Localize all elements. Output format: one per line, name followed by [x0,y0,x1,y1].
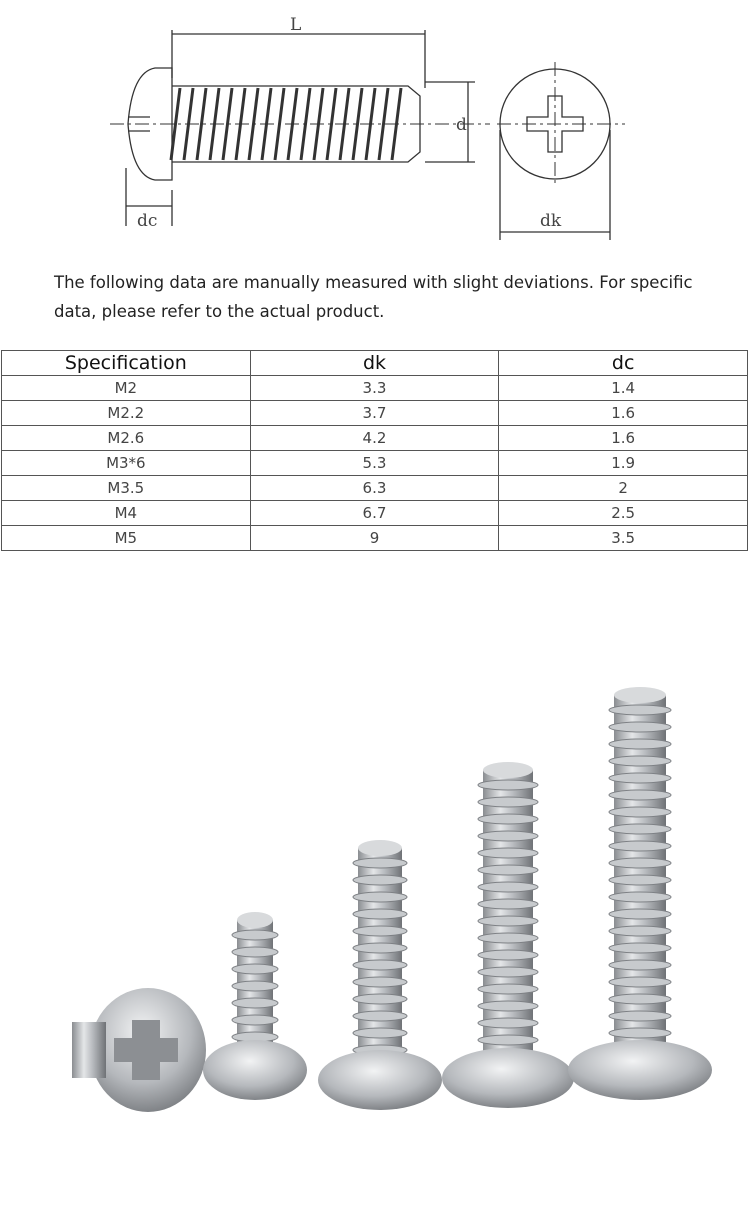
screw-thread [478,950,538,960]
screw-thread [478,899,538,909]
screw-thread [353,1011,407,1021]
table-row [2,526,748,551]
screw-thread [232,947,278,957]
cell-dk: 6.7 [250,501,499,526]
cell-spec: M2.2 [2,401,251,426]
table-row [2,401,748,426]
cell-spec: M5 [2,526,251,551]
cell-dk: 6.3 [250,476,499,501]
measurement-note: The following data are manually measured with slight deviations. For specific data, please refer to the actual product. [54,273,693,321]
screw-thread [232,998,278,1008]
screw-thread [478,780,538,790]
screw-thread [353,960,407,970]
table-row [2,426,748,451]
label-d: d [456,115,467,135]
screw-thread [609,994,671,1004]
screw-thread [478,916,538,926]
screw-pan-head [318,1050,442,1110]
cell-dc: 1.6 [499,426,748,451]
cell-spec: M2 [2,376,251,401]
cell-dk: 4.2 [250,426,499,451]
cell-spec: M3.5 [2,476,251,501]
label-L: L [290,15,302,35]
thread-line [275,88,284,160]
cell-dk: 3.3 [250,376,499,401]
cell-spec: M4 [2,501,251,526]
screw-thread [478,848,538,858]
screw-tip [483,762,533,778]
screw-thread [609,977,671,987]
cell-dc: 2 [499,476,748,501]
screw-thread [353,858,407,868]
label-dc: dc [137,211,158,231]
cell-dc: 1.9 [499,451,748,476]
header-specification: Specification [2,351,251,376]
screw-thread [353,1028,407,1038]
spec-table [1,350,748,551]
screw-thread [609,926,671,936]
screw-shank-short [72,1022,106,1078]
screw-thread [609,960,671,970]
cell-spec: M2.6 [2,426,251,451]
screw-thread [609,756,671,766]
header-dc: dc [499,351,748,376]
screw-thread [353,909,407,919]
screw-thread [232,930,278,940]
screw-thread [609,892,671,902]
screw-thread [609,705,671,715]
screw-thread [232,964,278,974]
product-photo [0,590,750,1219]
screw-thread [478,1018,538,1028]
table-row [2,501,748,526]
screw-thread [478,984,538,994]
cell-spec: M3*6 [2,451,251,476]
screw-thread [232,981,278,991]
screw-thread [609,739,671,749]
screw-thread [478,797,538,807]
screw-thread [478,865,538,875]
screw-thread [609,1011,671,1021]
screw-pan-head [442,1048,574,1108]
screw-thread [478,1035,538,1045]
cell-dk: 3.7 [250,401,499,426]
screw-thread [478,967,538,977]
screw-thread [609,722,671,732]
screw-thread [353,994,407,1004]
screw-thread [609,807,671,817]
screw-tip [614,687,666,703]
screw-thread [478,1001,538,1011]
thread-line [249,88,258,160]
cell-dc: 1.6 [499,401,748,426]
screw-thread [353,926,407,936]
screw-thread [353,943,407,953]
screw-dimension-diagram [0,0,750,250]
label-dk: dk [540,211,562,231]
table-header-row [2,351,748,376]
screw-thread [609,1028,671,1038]
screw-pan-head [568,1040,712,1100]
screw-thread [609,943,671,953]
screw-thread [609,909,671,919]
screw-tip [237,912,273,928]
header-dk: dk [250,351,499,376]
cell-dk: 9 [250,526,499,551]
screw-thread [478,933,538,943]
cell-dk: 5.3 [250,451,499,476]
screw-thread [609,824,671,834]
screw-thread [478,831,538,841]
screw-thread [609,841,671,851]
screw-thread [478,814,538,824]
screw-thread [609,875,671,885]
cell-dc: 2.5 [499,501,748,526]
screw-thread [353,977,407,987]
screw-thread [609,790,671,800]
cell-dc: 3.5 [499,526,748,551]
screw-thread [609,858,671,868]
thread-line [301,88,310,160]
table-row [2,376,748,401]
screw-thread [609,773,671,783]
screw-thread [232,1015,278,1025]
screw-thread [353,892,407,902]
table-row [2,476,748,501]
cell-dc: 1.4 [499,376,748,401]
screw-thread [478,882,538,892]
screw-thread [353,875,407,885]
screw-tip [358,840,402,856]
table-row [2,451,748,476]
screw-pan-head [203,1040,307,1100]
